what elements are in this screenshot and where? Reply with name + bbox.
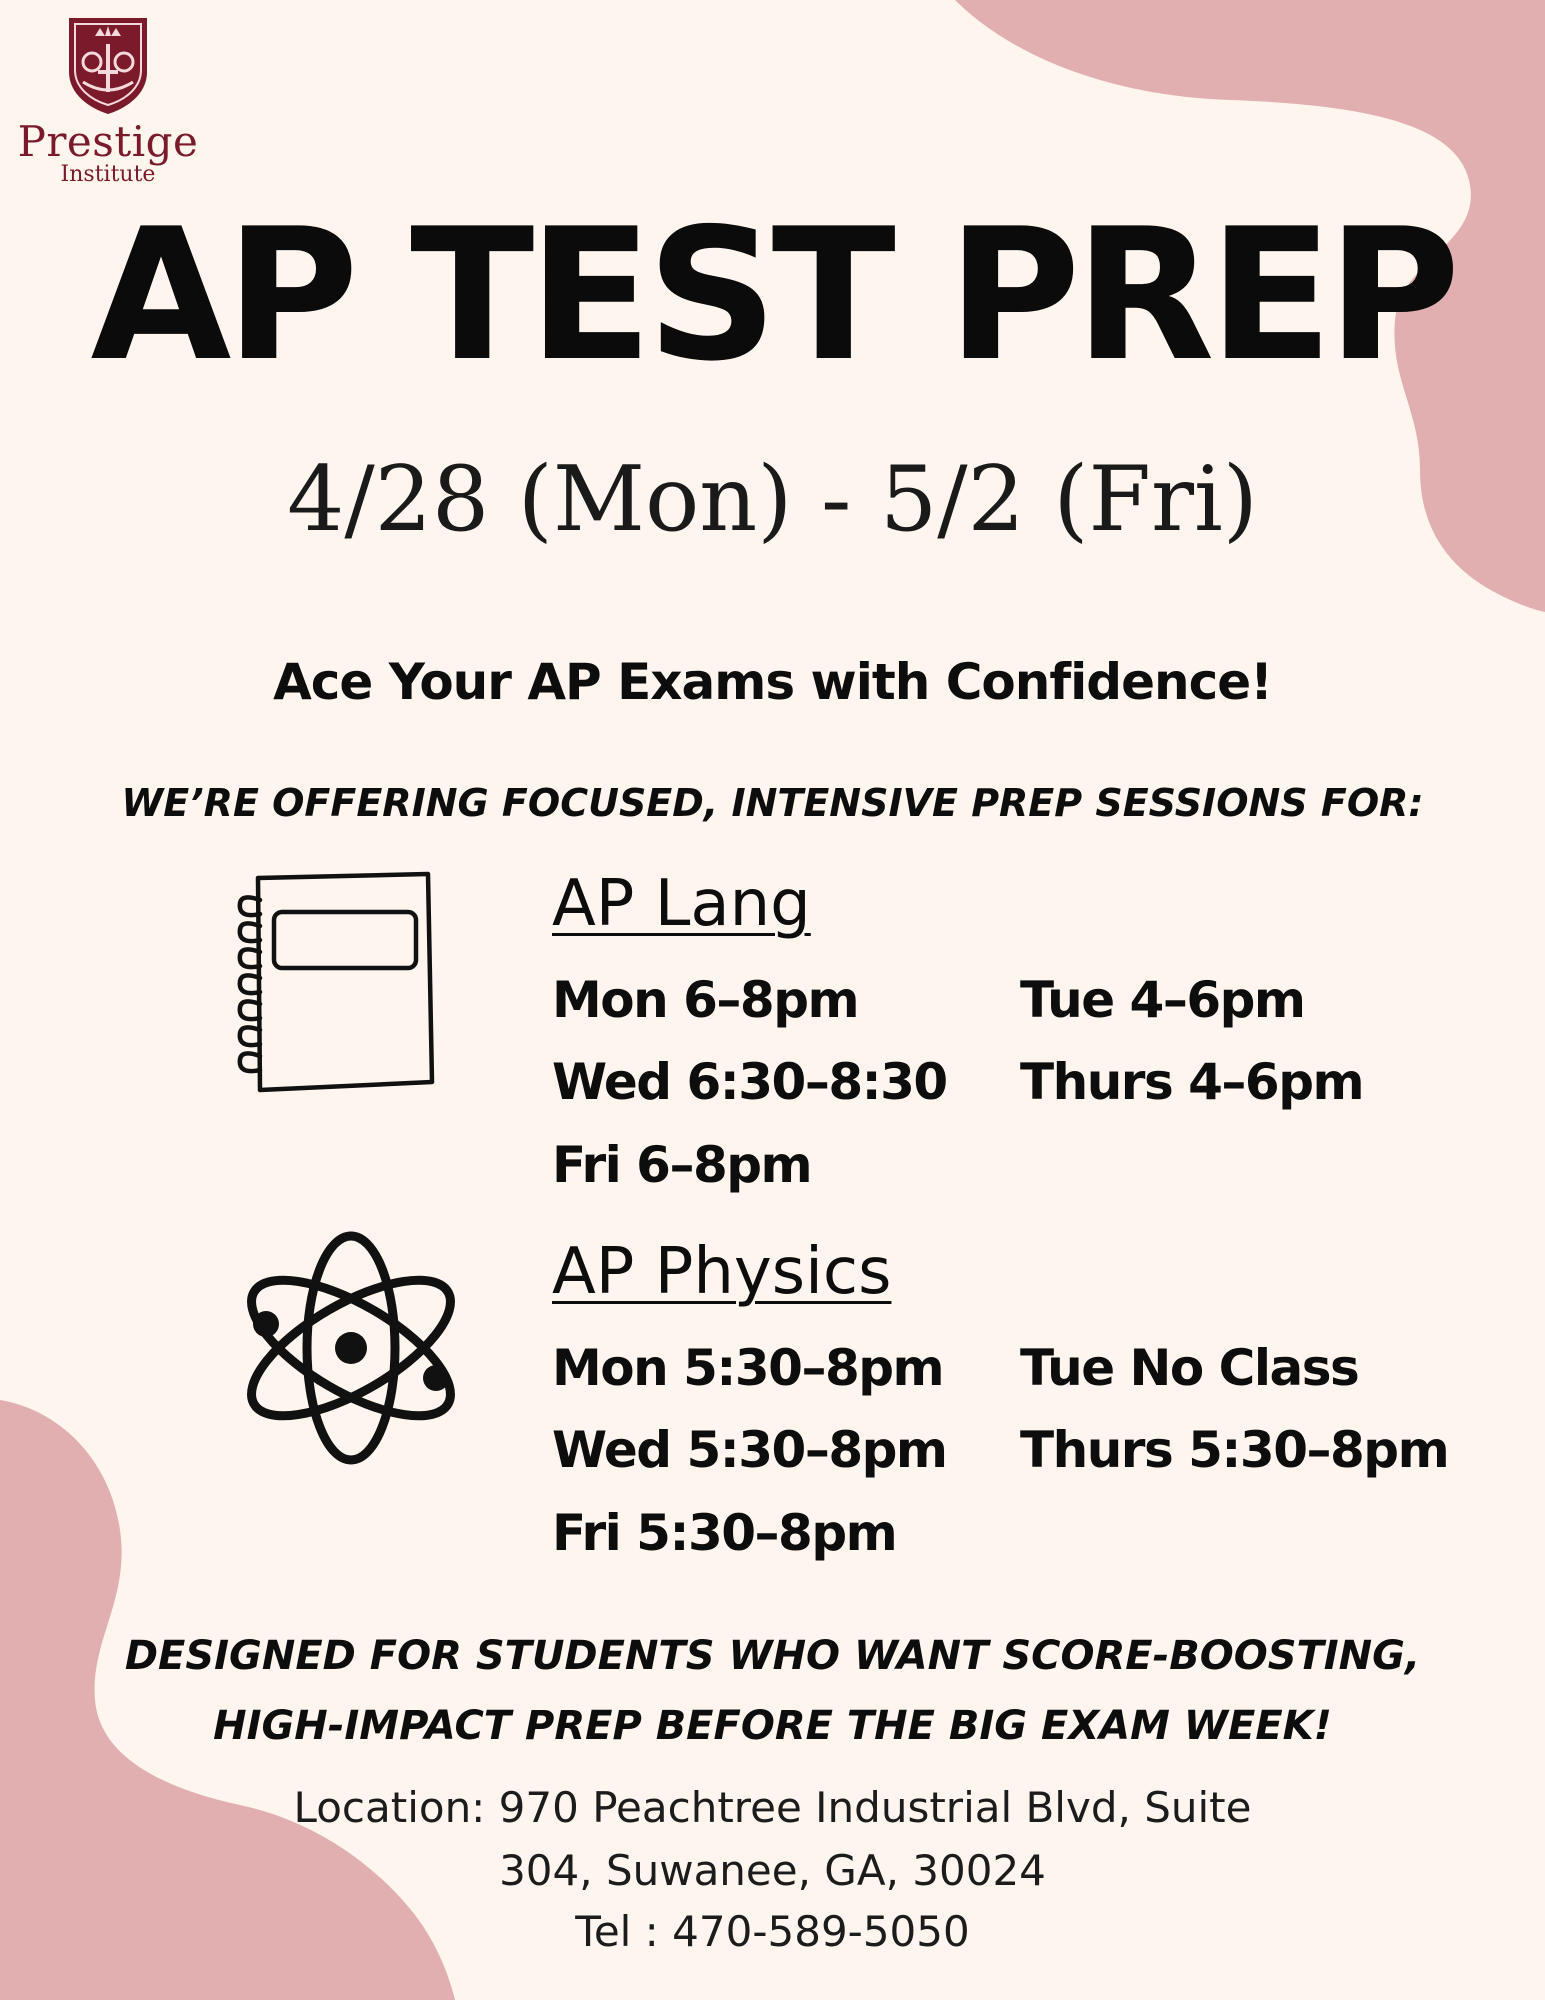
- phone-number: Tel : 470-589-5050: [575, 1907, 970, 1956]
- page-title: AP TEST PREP: [90, 189, 1455, 401]
- schedule-slot: Tue No Class: [1020, 1339, 1359, 1397]
- schedule-slot: Mon 5:30–8pm: [552, 1339, 944, 1397]
- logo-subtitle: Institute: [60, 162, 156, 187]
- course-title-ap-physics: AP Physics: [552, 1235, 892, 1309]
- closing-line-1: DESIGNED FOR STUDENTS WHO WANT SCORE-BOOSTING,: [124, 1633, 1421, 1679]
- course-title-ap-lang: AP Lang: [552, 867, 811, 941]
- location-line-2: 304, Suwanee, GA, 30024: [499, 1846, 1046, 1895]
- schedule-slot: Tue 4–6pm: [1020, 971, 1305, 1029]
- schedule-slot: Wed 6:30–8:30: [552, 1053, 947, 1111]
- schedule-slot: Thurs 5:30–8pm: [1020, 1421, 1449, 1479]
- tagline: Ace Your AP Exams with Confidence!: [273, 653, 1272, 711]
- offering-heading: WE’RE OFFERING FOCUSED, INTENSIVE PREP SESSIONS FOR:: [121, 781, 1424, 825]
- atom-icon: [240, 1228, 462, 1468]
- notebook-icon: [228, 870, 438, 1095]
- schedule-slot: Mon 6–8pm: [552, 971, 859, 1029]
- schedule-slot: Wed 5:30–8pm: [552, 1421, 947, 1479]
- crest-icon: [65, 14, 151, 116]
- logo-name: Prestige: [17, 117, 199, 166]
- closing-line-2: HIGH-IMPACT PREP BEFORE THE BIG EXAM WEEK!: [213, 1703, 1332, 1749]
- schedule-slot: Fri 6–8pm: [552, 1136, 812, 1194]
- prestige-logo: [8, 14, 208, 186]
- location-line-1: Location: 970 Peachtree Industrial Blvd, Suite: [293, 1783, 1252, 1832]
- schedule-slot: Thurs 4–6pm: [1020, 1053, 1364, 1111]
- schedule-slot: Fri 5:30–8pm: [552, 1504, 897, 1562]
- date-range: 4/28 (Mon) - 5/2 (Fri): [287, 447, 1258, 552]
